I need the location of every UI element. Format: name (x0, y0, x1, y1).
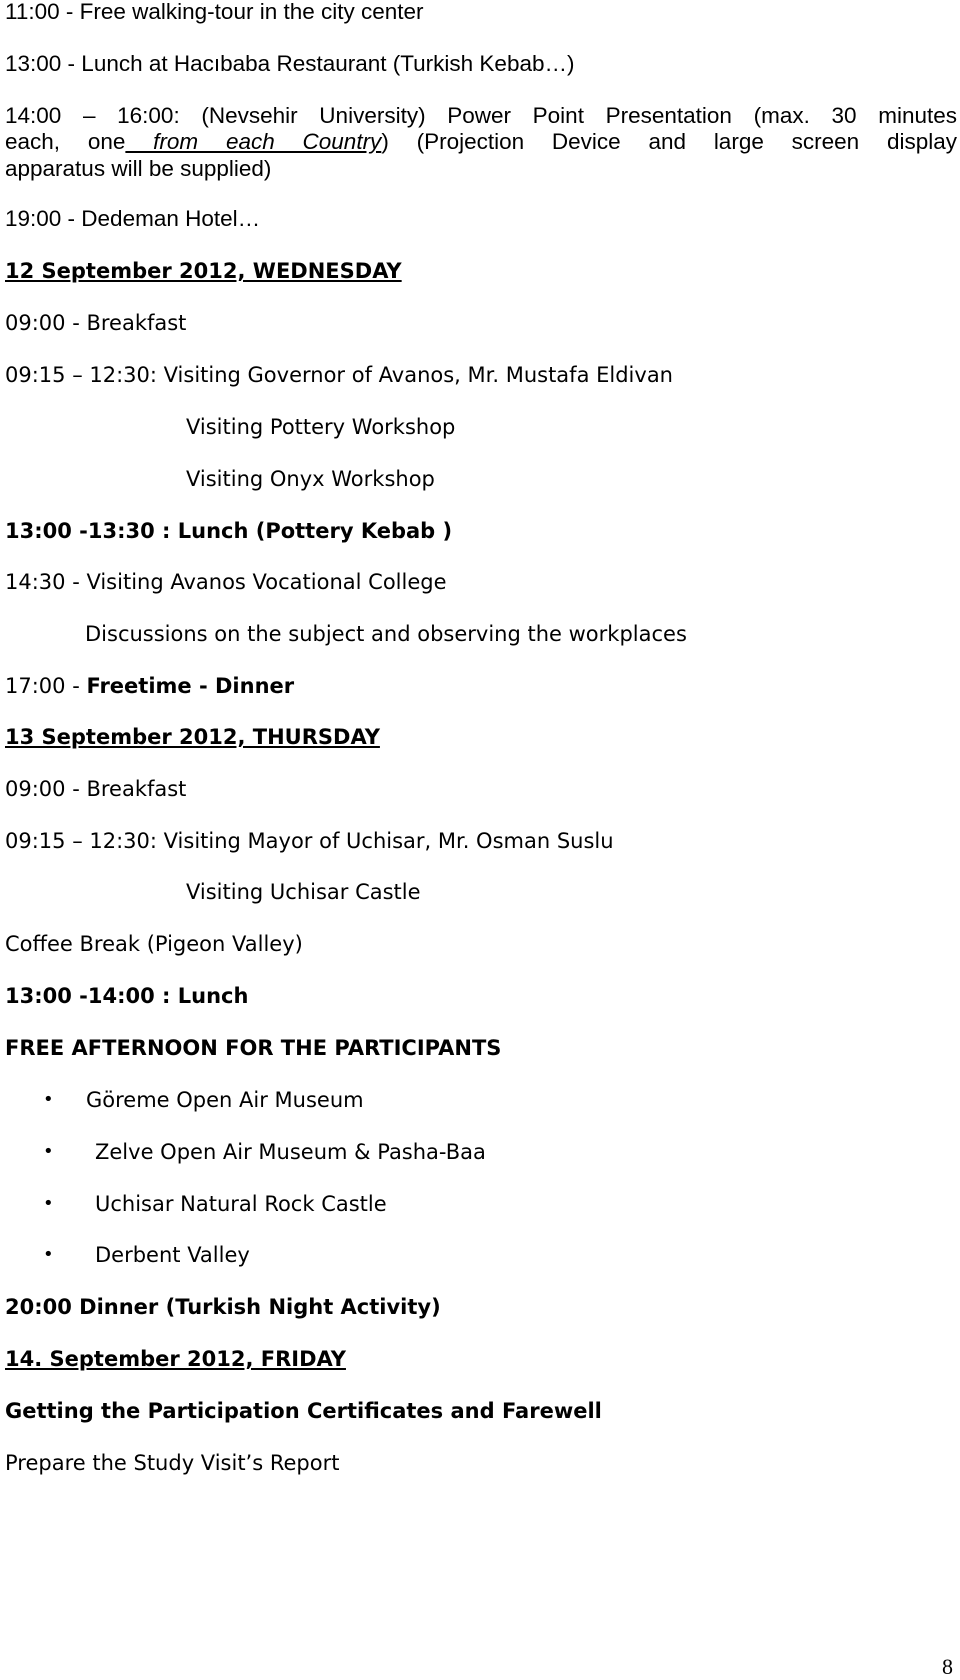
page-number: 8 (942, 1654, 953, 1679)
bullet-icon: • (43, 1141, 54, 1162)
schedule-line: 09:15 – 12:30: Visiting Governor of Avanos, Mr. Mustafa Eldivan (5, 363, 673, 387)
schedule-line: 11:00 - Free walking-tour in the city center (5, 0, 424, 24)
schedule-line: 13:00 -13:30 : Lunch (Pottery Kebab ) (5, 519, 453, 543)
bullet-icon: • (43, 1244, 54, 1265)
schedule-line: 13:00 -14:00 : Lunch (5, 984, 249, 1008)
schedule-line: Prepare the Study Visit’s Report (5, 1451, 340, 1475)
schedule-line: 14:30 - Visiting Avanos Vocational College (5, 570, 447, 594)
schedule-line: 13:00 - Lunch at Hacıbaba Restaurant (Turkish Kebab…) (5, 51, 575, 76)
text-span: 17:00 - (5, 674, 87, 698)
schedule-line: 20:00 Dinner (Turkish Night Activity) (5, 1295, 441, 1319)
schedule-line (5, 672, 294, 700)
day-heading: 12 September 2012, WEDNESDAY (5, 259, 402, 283)
bullet-icon: • (43, 1193, 54, 1214)
day-heading: 13 September 2012, THURSDAY (5, 725, 380, 749)
text-span: each, one (5, 129, 126, 154)
schedule-line-continued: apparatus will be supplied) (5, 156, 272, 181)
list-item: Zelve Open Air Museum & Pasha-Baa (95, 1140, 486, 1164)
schedule-line: 09:15 – 12:30: Visiting Mayor of Uchisar, Mr. Osman Suslu (5, 829, 614, 853)
text-span: ) (Projection Device and large screen display (381, 129, 957, 154)
schedule-line: 09:00 - Breakfast (5, 777, 187, 801)
schedule-line: 09:00 - Breakfast (5, 311, 187, 335)
schedule-line: 14:00 – 16:00: (Nevsehir University) Power Point Presentation (max. 30 minutes (5, 103, 957, 128)
schedule-subline: Visiting Pottery Workshop (186, 415, 456, 439)
schedule-line-continued (5, 128, 957, 156)
section-heading: FREE AFTERNOON FOR THE PARTICIPANTS (5, 1036, 502, 1060)
list-item: Derbent Valley (95, 1243, 250, 1267)
bold-span: Freetime - Dinner (86, 674, 295, 698)
schedule-line: Getting the Participation Certificates and Farewell (5, 1399, 602, 1423)
schedule-line: Coffee Break (Pigeon Valley) (5, 932, 303, 956)
schedule-subline: Visiting Uchisar Castle (186, 880, 421, 904)
bullet-icon: • (43, 1089, 54, 1110)
schedule-subline: Discussions on the subject and observing the workplaces (85, 622, 687, 646)
schedule-subline: Visiting Onyx Workshop (186, 467, 435, 491)
emphasis-span: from each Country (125, 129, 382, 154)
list-item: Uchisar Natural Rock Castle (95, 1192, 387, 1216)
day-heading: 14. September 2012, FRIDAY (5, 1347, 346, 1371)
schedule-line: 19:00 - Dedeman Hotel… (5, 206, 261, 231)
list-item: Göreme Open Air Museum (86, 1088, 364, 1112)
